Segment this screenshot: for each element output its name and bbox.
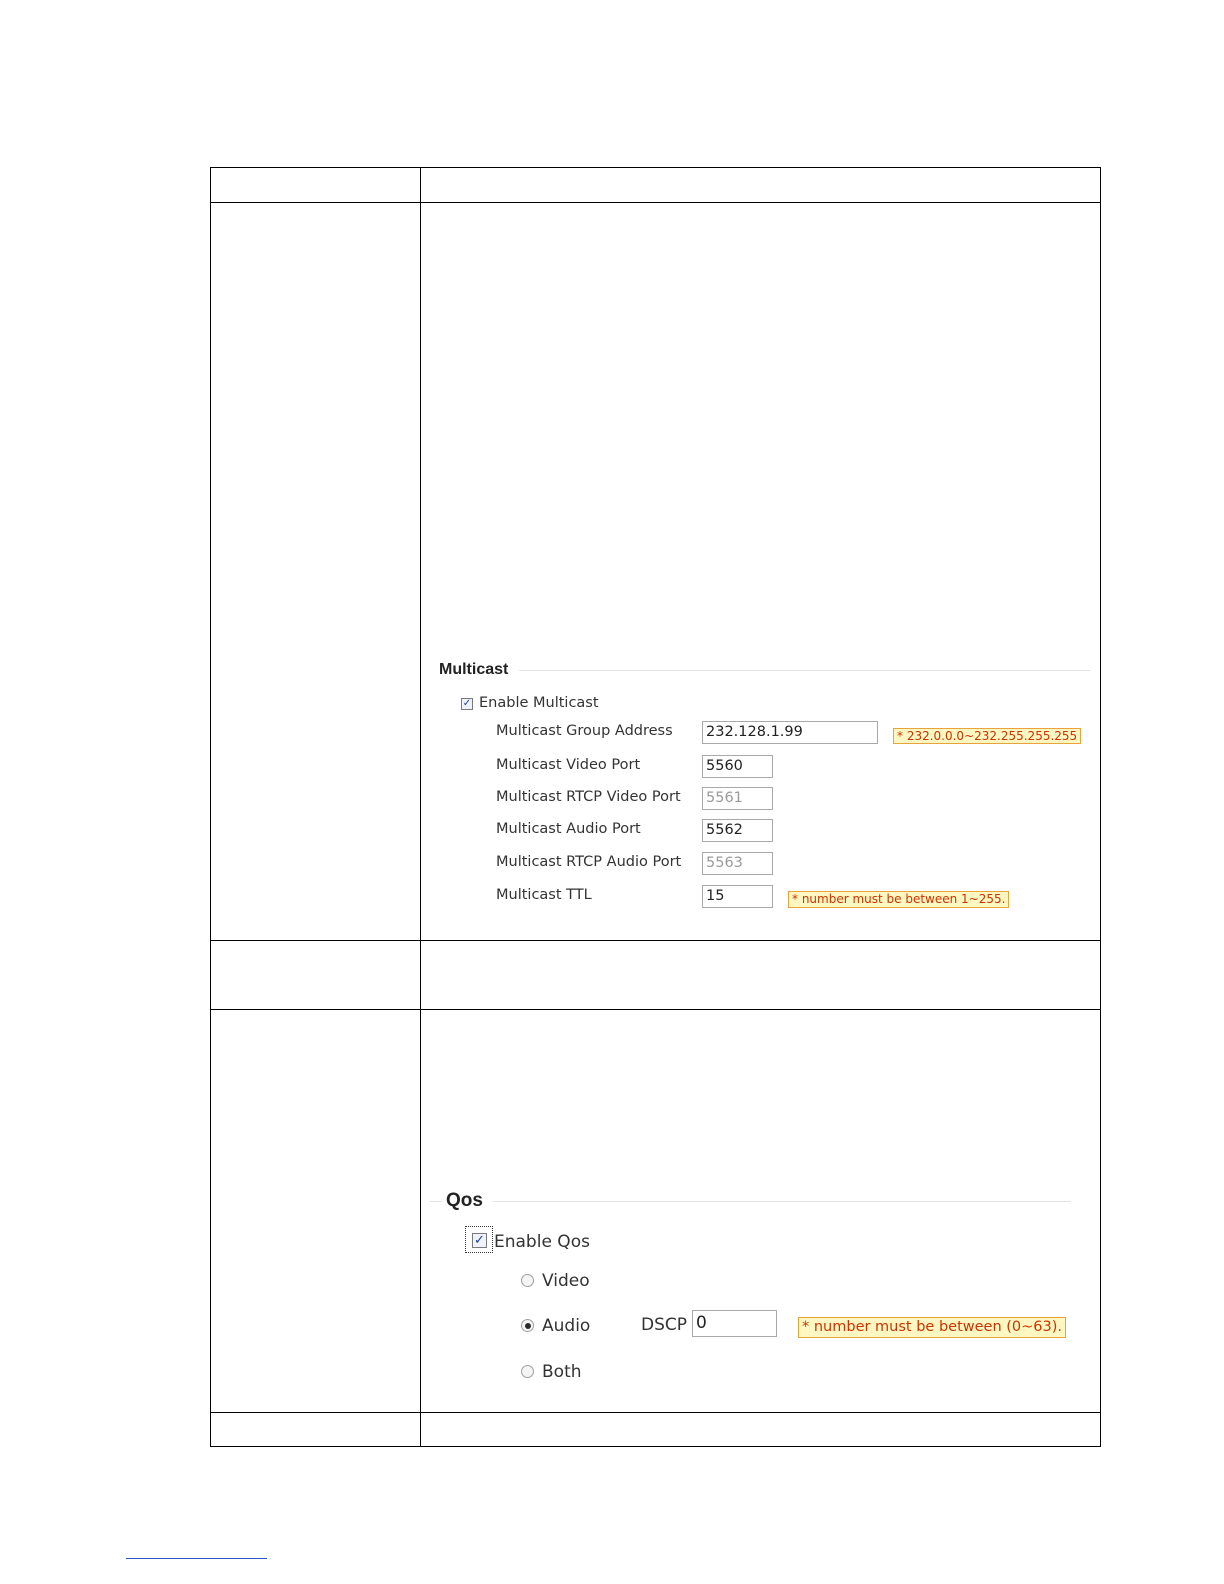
ttl-label: Multicast TTL <box>496 887 592 903</box>
video-port-label: Multicast Video Port <box>496 757 641 773</box>
audio-port-label: Multicast Audio Port <box>496 821 641 837</box>
radio-selected-dot <box>525 1323 531 1329</box>
qos-legend-rule-left <box>430 1201 442 1202</box>
both-radio-label: Both <box>542 1362 582 1382</box>
table-row-divider <box>211 1009 1100 1010</box>
enable-qos-label: Enable Qos <box>494 1232 590 1252</box>
video-radio[interactable] <box>521 1274 534 1287</box>
qos-legend-rule <box>493 1201 1071 1202</box>
video-radio-label: Video <box>542 1271 590 1291</box>
footer-link-underline[interactable] <box>126 1558 267 1559</box>
rtcp-video-port-input: 5561 <box>702 787 773 810</box>
both-radio[interactable] <box>521 1365 534 1378</box>
enable-multicast-checkbox[interactable] <box>461 698 473 710</box>
dscp-input[interactable]: 0 <box>692 1310 777 1337</box>
dscp-hint: * number must be between (0~63). <box>798 1317 1066 1338</box>
table-row-divider <box>211 1412 1100 1413</box>
audio-radio[interactable] <box>521 1319 534 1332</box>
rtcp-video-port-label: Multicast RTCP Video Port <box>496 789 681 805</box>
enable-qos-checkbox[interactable] <box>472 1233 487 1248</box>
dscp-label: DSCP <box>641 1315 688 1335</box>
audio-port-input[interactable]: 5562 <box>702 819 773 842</box>
video-port-input[interactable]: 5560 <box>702 755 773 778</box>
table-column-divider <box>420 168 421 1446</box>
multicast-legend: Multicast <box>439 661 509 678</box>
group-address-label: Multicast Group Address <box>496 723 673 739</box>
ttl-input[interactable]: 15 <box>702 885 773 908</box>
table-row-divider <box>211 202 1100 203</box>
multicast-legend-rule <box>519 670 1090 671</box>
table-row-divider <box>211 940 1100 941</box>
enable-multicast-label: Enable Multicast <box>479 695 599 711</box>
ttl-hint: * number must be between 1~255. <box>788 891 1009 908</box>
qos-legend: Qos <box>446 1190 483 1211</box>
group-address-hint: * 232.0.0.0~232.255.255.255 <box>893 728 1081 744</box>
group-address-input[interactable]: 232.128.1.99 <box>702 721 878 744</box>
checkmark-icon: ✓ <box>462 698 472 709</box>
audio-radio-label: Audio <box>542 1316 591 1336</box>
rtcp-audio-port-input: 5563 <box>702 852 773 875</box>
rtcp-audio-port-label: Multicast RTCP Audio Port <box>496 854 682 870</box>
document-table <box>210 167 1101 1447</box>
checkmark-icon: ✓ <box>474 1233 485 1248</box>
